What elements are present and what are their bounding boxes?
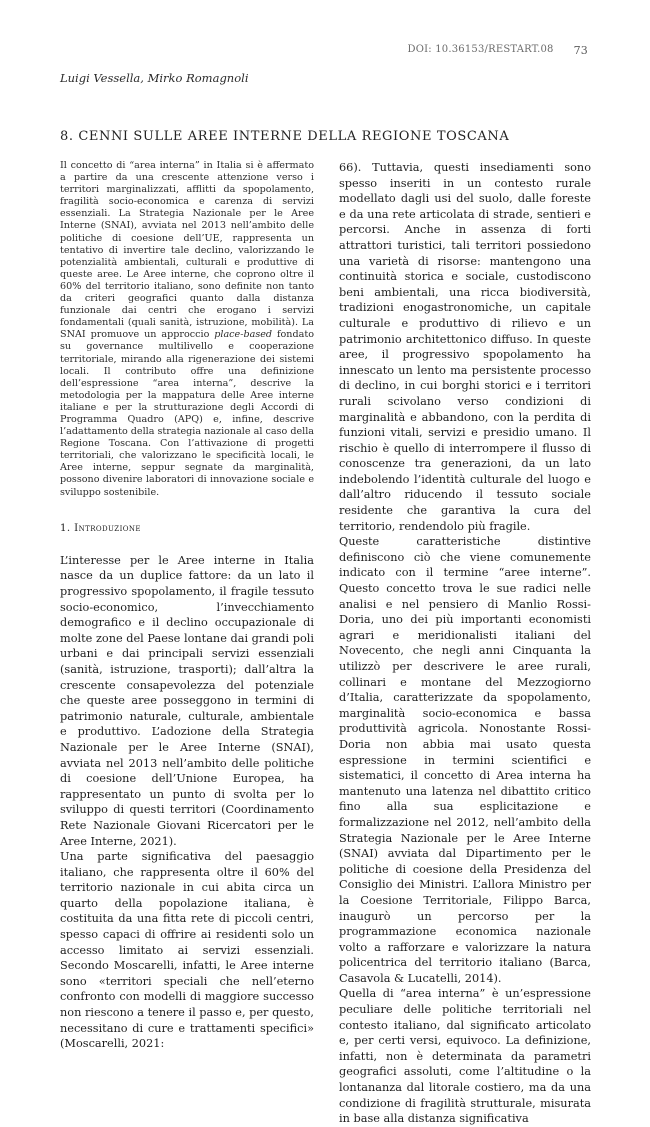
authors-line: Luigi Vessella, Mirko Romagnoli bbox=[60, 71, 249, 85]
running-head bbox=[408, 44, 589, 57]
doi-label: DOI: 10.36153/RESTART.08 bbox=[407, 44, 554, 55]
subsection-number: 1. bbox=[60, 522, 75, 534]
body-paragraph: Queste caratteristiche distintive definiscono ciò che viene comunemente indicato con il termine “aree interne”. Questo concetto trova le sue radici nelle analisi e nel pensiero di Manlio Rossi-Doria, uno dei più importanti economisti agrari e meridionalisti italiani del Novecento, che negli anni Cinquanta la utilizzò per descrivere le aree rurali, collinari e montane del Mezzogiorno d’Italia, caratterizzate da spopolamento, marginalità socio-economica e bassa produttività agricola. Nonostante Rossi-Doria non abbia mai usato questa espressione in termini scientifici e sistematici, il concetto di Area interna ha mantenuto una latenza nel dibattito critico fino alla sua esplicitazione e formalizzazione nel 2012, nell’ambito della Strategia Nazionale per le Aree Interne (SNAI) avviata dal Dipartimento per le politiche di coesione della Presidenza del Consiglio dei Ministri. L’allora Ministro per la Coesione Territoriale, Filippo Barca, inaugurò un percorso per la programmazione economica nazionale volto a rafforzare e valorizzare la natura policentrica del territorio italiano (Barca, Casavola & Lucatelli, 2014). bbox=[339, 535, 591, 985]
section-title: 8. CENNI SULLE AREE INTERNE DELLA REGIONE TOSCANA bbox=[60, 128, 510, 144]
abstract-text-after: fondato su governance multilivello e cooperazione territoriale, mirando alla rigenerazione dei sistemi locali. Il contributo offre una definizione dell’espressione “area interna”, descrive la metodologia per la mappatura delle Aree interne italiane e per la strutturazione degli Accordi di Programma Quadro (APQ) e, infine, descrive l’adattamento della strategia nazionale al caso della Regione Toscana. Con l’attivazione di progetti territoriali, che valorizzano le specificità locali, le Aree interne, seppur segnate da marginalità, possono divenire laboratori di innovazione sociale e sviluppo sostenibile. bbox=[60, 329, 314, 498]
body-paragraph: Una parte significativa del paesaggio italiano, che rappresenta oltre il 60% del territorio nazionale in cui abita circa un quarto della popolazione italiana, è costituita da una fitta rete di piccoli centri, spesso capaci di offrire ai residenti solo un accesso limitato ai servizi essenziali. Secondo Moscarelli, infatti, le Aree interne sono «territori speciali che nell’eterno confronto con modelli di maggiore successo non riescono a tenere il passo e, per questo, necessitano di cure e trattamenti specifici» (Moscarelli, 2021: bbox=[60, 850, 314, 1051]
abstract-italic-term: place-based bbox=[214, 329, 273, 341]
subsection-title: Introduzione bbox=[74, 522, 141, 534]
right-column bbox=[339, 160, 591, 1127]
left-column bbox=[60, 160, 314, 1052]
body-paragraph: Quella di “area interna” è un’espressione peculiare delle politiche territoriali nel contesto italiano, dal significato articolato e, per certi versi, equivoco. La definizione, infatti, non è determinata da parametri geografici assoluti, come l’altitudine o la lontananza dal litorale costiero, ma da una condizione di fragilità strutturale, misurata in base alla distanza significativa bbox=[339, 987, 591, 1126]
page-number: 73 bbox=[573, 44, 588, 57]
abstract-text-before: Il concetto di “area interna” in Italia si è affermato a partire da una crescente attenzione verso i territori marginalizzati, afflitti da spopolamento, fragilità socio-economica e carenza di servizi essenziali. La Strategia Nazionale per le Aree Interne (SNAI), avviata nel 2013 nell’ambito delle politiche di coesione dell’UE, rappresenta un tentativo di invertire tale declino, valorizzando le potenzialità ambientali, culturali e produttive di queste aree. Le Aree interne, che coprono oltre il 60% del territorio italiano, sono definite non tanto da criteri geografici quanto dalla distanza funzionale dai centri che erogano i servizi fondamentali (quali sanità, istruzione, mobilità). La SNAI promuove un approccio bbox=[60, 160, 314, 341]
subsection-heading bbox=[60, 523, 314, 535]
body-paragraph: L’interesse per le Aree interne in Italia nasce da un duplice fattore: da un lato il progressivo spopolamento, il fragile tessuto socio-economico, l’invecchiamento demografico e il declino occupazionale di molte zone del Paese lontane dai grandi poli urbani e dai principali servizi essenziali (sanità, istruzione, trasporti); dall’altra la crescente consapevolezza del potenziale che queste aree posseggono in termini di patrimonio naturale, culturale, ambientale e produttivo. L’adozione della Strategia Nazionale per le Aree Interne (SNAI), avviata nel 2013 nell’ambito delle politiche di coesione dell’Unione Europea, ha rappresentato un punto di svolta per lo sviluppo di questi territori (Coordinamento Rete Nazionale Giovani Ricercatori per le Aree Interne, 2021). bbox=[60, 553, 314, 848]
body-paragraph: 66). Tuttavia, questi insediamenti sono spesso inseriti in un contesto rurale modellato dagli usi del suolo, dalle foreste e da una rete articolata di strade, sentieri e percorsi. Anche in assenza di forti attrattori turistici, tali territori possiedono una varietà di risorse: mantengono una continuità storica e sociale, custodiscono beni ambientali, una ricca biodiversità, tradizioni enogastronomiche, un capitale culturale e produttivo di rilievo e un patrimonio architettonico diffuso. In queste aree, il progressivo spopolamento ha innescato un lento ma persistente processo di declino, in cui borghi storici e i territori rurali scivolano verso condizioni di marginalità e abbandono, con la perdita di funzioni vitali, servizi e presidio umano. Il rischio è quello di interrompere il flusso di conoscenze tra generazioni, da un lato indebolendo l’identità culturale del luogo e dall’altro riducendo il tessuto sociale residente che garantiva la cura del territorio, rendendolo più fragile. bbox=[339, 161, 591, 533]
abstract bbox=[60, 160, 314, 499]
